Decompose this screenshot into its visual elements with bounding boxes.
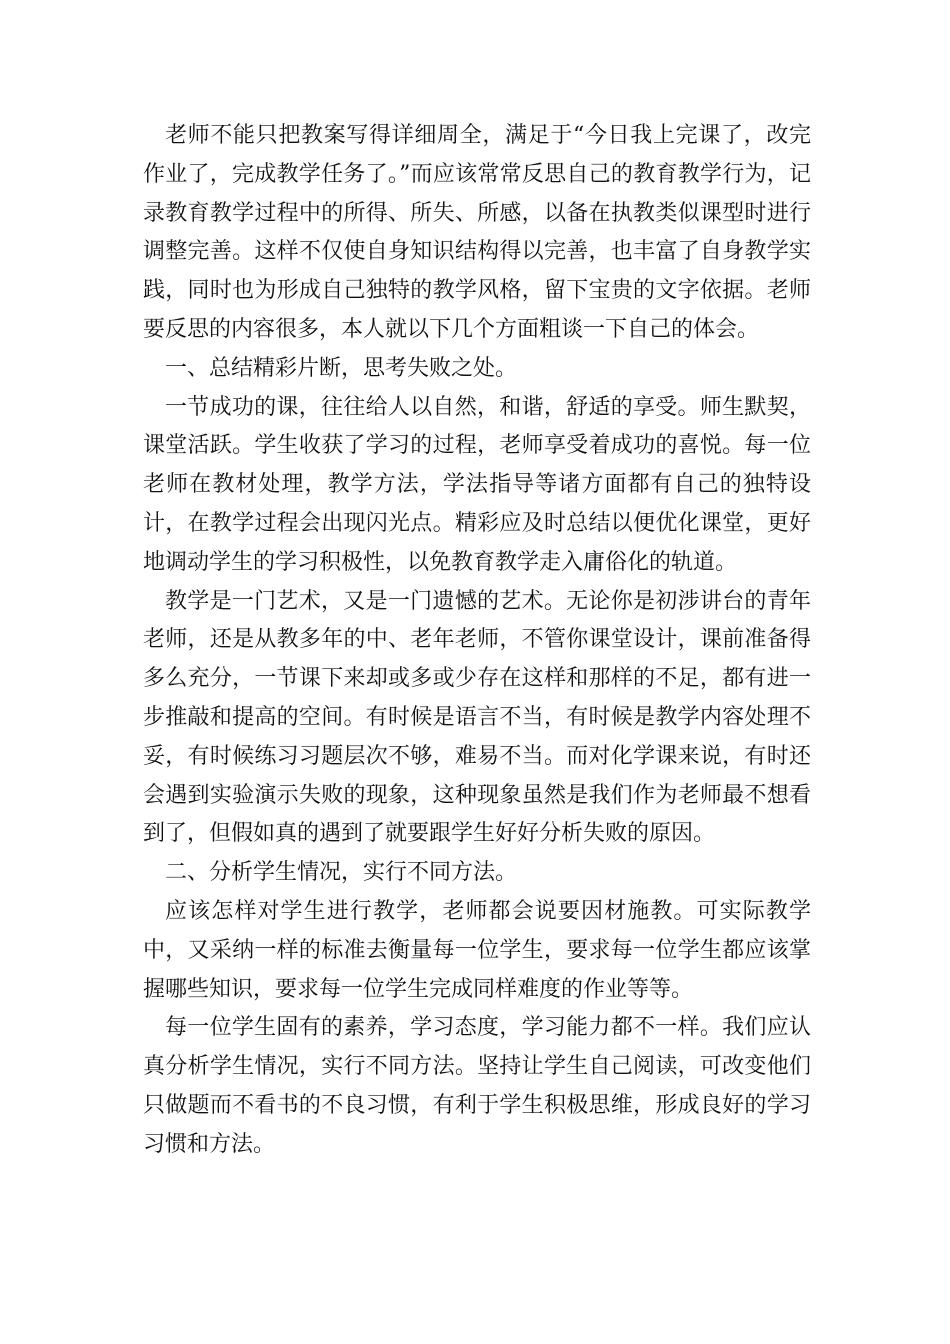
paragraph-teaching: 应该怎样对学生进行教学，老师都会说要因材施教。可实际教学中，又采纳一样的标准去衡量每一位学生，要求每一位学生都应该掌握哪些知识，要求每一位学生完成同样难度的作业等等。 [143, 898, 811, 1002]
document-body [143, 117, 811, 1165]
section-heading-1: 一、总结精彩片断，思考失败之处。 [165, 355, 518, 381]
paragraph-regret: 教学是一门艺术，又是一门遗憾的艺术。无论你是初涉讲台的青年老师，还是从教多年的中、老年老师，不管你课堂设计，课前准备得多么充分，一节课下来却或多或少存在这样和那样的不足，都有进一步推敲和提高的空间。有时候是语言不当，有时候是教学内容处理不妥，有时候练习习题层次不够，难易不当。而对化学课来说，有时还会遇到实验演示失败的现象，这种现象虽然是我们作为老师最不想看到了，但假如真的遇到了就要跟学生好好分析失败的原因。 [143, 588, 811, 847]
paragraph-students: 每一位学生固有的素养，学习态度，学习能力都不一样。我们应认真分析学生情况，实行不同方法。坚持让学生自己阅读，可改变他们只做题而不看书的不良习惯，有利于学生积极思维，形成良好的学习习惯和方法。 [143, 1015, 811, 1157]
paragraph-intro: 老师不能只把教案写得详细周全，满足于“今日我上完课了，改完作业了，完成教学任务了。”而应该常常反思自己的教育教学行为，记录教育教学过程中的所得、所失、所感，以备在执教类似课型时进行调整完善。这样不仅使自身知识结构得以完善，也丰富了自身教学实践，同时也为形成自己独特的教学风格，留下宝贵的文字依据。老师要反思的内容很多，本人就以下几个方面粗谈一下自己的体会。 [143, 123, 811, 342]
section-heading-2: 二、分析学生情况，实行不同方法。 [165, 860, 518, 886]
paragraph-success: 一节成功的课，往往给人以自然，和谐，舒适的享受。师生默契，课堂活跃。学生收获了学习的过程，老师享受着成功的喜悦。每一位老师在教材处理，教学方法，学法指导等诸方面都有自己的独特设计，在教学过程会出现闪光点。精彩应及时总结以便优化课堂，更好地调动学生的学习积极性，以免教育教学走入庸俗化的轨道。 [143, 394, 811, 575]
